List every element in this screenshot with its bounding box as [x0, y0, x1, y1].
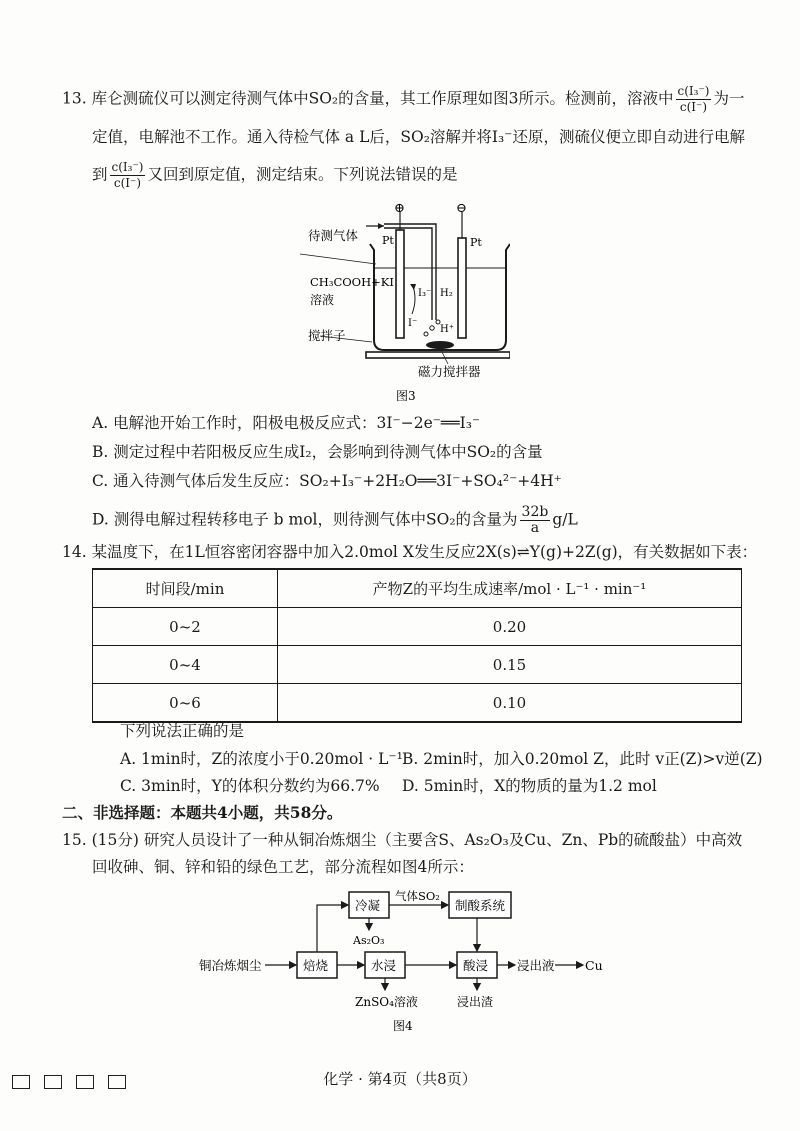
fraction-denominator: c(I⁻) — [679, 100, 708, 114]
page-footer: 化学 · 第4页（共8页） — [323, 1070, 477, 1088]
arrow-roast-to-condense — [317, 905, 348, 952]
cathode-sign: ⊖ — [456, 201, 467, 216]
q13-option-a: A. 电解池开始工作时，阳极电极反应式：3I⁻−2e⁻══I₃⁻ — [92, 414, 481, 432]
label-gas: 气体SO₂ — [395, 889, 440, 903]
magnetic-stirrer-label: 磁力搅拌器 — [418, 364, 481, 379]
i3-label: I₃⁻ — [418, 288, 432, 299]
table-cell-rate: 0.20 — [278, 608, 742, 646]
fraction-numerator: c(I₃⁻) — [677, 84, 710, 98]
bubble — [424, 332, 428, 336]
q13-option-b: B. 测定过程中若阳极反应生成I₂，会影响到待测气体中SO₂的含量 — [92, 443, 543, 461]
q13-option-d-fraction — [520, 505, 551, 536]
q13-text-1a: 库仑测硫仪可以测定待测气体中SO₂的含量，其工作原理如图3所示。检测前，溶液中 — [91, 89, 674, 108]
fraction-denominator: c(I⁻) — [113, 176, 142, 190]
table-row — [93, 684, 742, 723]
q13-line3 — [92, 160, 458, 191]
fraction-denominator: a — [530, 520, 540, 536]
q14-option-b: B. 2min时，加入0.20mol Z，此时 v正(Z)>v逆(Z) — [402, 750, 763, 768]
q14-option-d: D. 5min时，X的物质的量为1.2 mol — [402, 777, 657, 795]
figure-3-caption: 图3 — [396, 389, 416, 403]
pt-left-label: Pt — [382, 234, 394, 247]
cathode-electrode — [458, 238, 466, 338]
iminus-label: I⁻ — [408, 318, 418, 329]
label-water-leach: 水浸 — [371, 958, 397, 973]
table-header-rate: 产物Z的平均生成速率/mol · L⁻¹ · min⁻¹ — [278, 569, 742, 608]
q14-prompt: 下列说法正确的是 — [120, 722, 245, 740]
table-cell-rate: 0.15 — [278, 646, 742, 684]
q13-line1 — [62, 84, 744, 115]
solution-label-2: 溶液 — [310, 293, 335, 307]
anode-sign: ⊕ — [394, 201, 405, 216]
label-leachate: 浸出液 — [517, 958, 555, 973]
table-row — [93, 608, 742, 646]
q13-option-d-text-a: D. 测得电解过程转移电子 b mol，则待测气体中SO₂的含量为 — [92, 510, 518, 529]
q14-data-table — [92, 568, 742, 723]
curved-arrow-head — [410, 284, 416, 290]
pt-right-label: Pt — [470, 236, 482, 249]
q13-fraction-1 — [676, 84, 712, 115]
q13-option-c: C. 通入待测气体后发生反应：SO₂+I₃⁻+2H₂O══3I⁻+SO₄²⁻+4H⁺ — [92, 472, 562, 490]
hplus-label: H⁺ — [440, 324, 454, 335]
table-row — [93, 646, 742, 684]
table-header-time: 时间段/min — [93, 569, 278, 608]
label-acid-leach: 酸浸 — [463, 958, 489, 973]
solution-label-1: CH₃COOH+KI — [310, 275, 394, 289]
bubble — [430, 326, 434, 330]
q15-number: 15. — [62, 831, 87, 849]
magnetic-stirrer-plate — [366, 352, 510, 358]
q13-option-d — [92, 505, 578, 536]
q13-text-3a: 到 — [92, 165, 108, 184]
table-cell-time: 0~6 — [93, 684, 278, 723]
table-cell-rate: 0.10 — [278, 684, 742, 723]
q13-fraction-2 — [110, 160, 146, 191]
h2-label: H₂ — [440, 288, 453, 299]
label-as2o3: As₂O₃ — [353, 934, 385, 947]
table-cell-time: 0~2 — [93, 608, 278, 646]
label-condense: 冷凝 — [355, 898, 381, 913]
q14-number: 14. — [62, 543, 87, 561]
q14-stem-text: 某温度下，在1L恒容密闭容器中加入2.0mol X发生反应2X(s)⇌Y(g)+2Z(g)，有关数据如下表： — [91, 543, 758, 561]
figure-3-electrolysis-cell — [300, 198, 510, 408]
section-2-heading: 二、非选择题：本题共4小题，共58分。 — [62, 803, 343, 822]
label-cu: Cu — [585, 958, 603, 973]
table-cell-time: 0~4 — [93, 646, 278, 684]
fraction-numerator: 32b — [521, 504, 549, 520]
figure-4-caption: 图4 — [393, 1019, 413, 1033]
q13-number: 13. — [62, 89, 87, 108]
q15-line2: 回收砷、铜、锌和铅的绿色工艺，部分流程如图4所示： — [92, 858, 474, 876]
q14-option-c: C. 3min时，Y的体积分数约为66.7% — [120, 777, 380, 795]
stirrer-label: 搅拌子 — [308, 328, 346, 343]
q15-line1 — [62, 829, 742, 851]
label-znso4: ZnSO₄溶液 — [355, 995, 418, 1009]
stirrer-bar — [426, 341, 454, 349]
label-raw: 铜冶炼烟尘 — [199, 958, 262, 973]
label-acid-system: 制酸系统 — [455, 898, 506, 913]
solution-pointer — [300, 254, 376, 264]
fraction-numerator: c(I₃⁻) — [111, 160, 144, 174]
label-roast: 焙烧 — [303, 958, 329, 973]
anode-electrode — [396, 230, 404, 338]
q13-line2: 定值，电解池不工作。通入待检气体 a L后，SO₂溶解并将I₃⁻还原，测硫仪便立即自动进行电解 — [92, 128, 745, 146]
q14-stem — [62, 541, 757, 563]
figure-4-flow-chart — [195, 882, 615, 1042]
q14-option-a: A. 1min时，Z的浓度小于0.20mol · L⁻¹ — [120, 750, 403, 768]
q13-text-1b: 为一 — [713, 89, 745, 108]
label-residue: 浸出渣 — [457, 995, 494, 1009]
q13-option-d-text-b: g/L — [552, 510, 578, 529]
gas-arrow-head — [378, 223, 384, 229]
q15-line1-text: (15分) 研究人员设计了一种从铜冶炼烟尘（主要含S、As₂O₃及Cu、Zn、Pb的硫酸盐）中高效 — [91, 831, 743, 849]
gas-label: 待测气体 — [308, 228, 359, 243]
table-header-row — [93, 569, 742, 608]
q13-text-3b: 又回到原定值，测定结束。下列说法错误的是 — [147, 165, 458, 184]
